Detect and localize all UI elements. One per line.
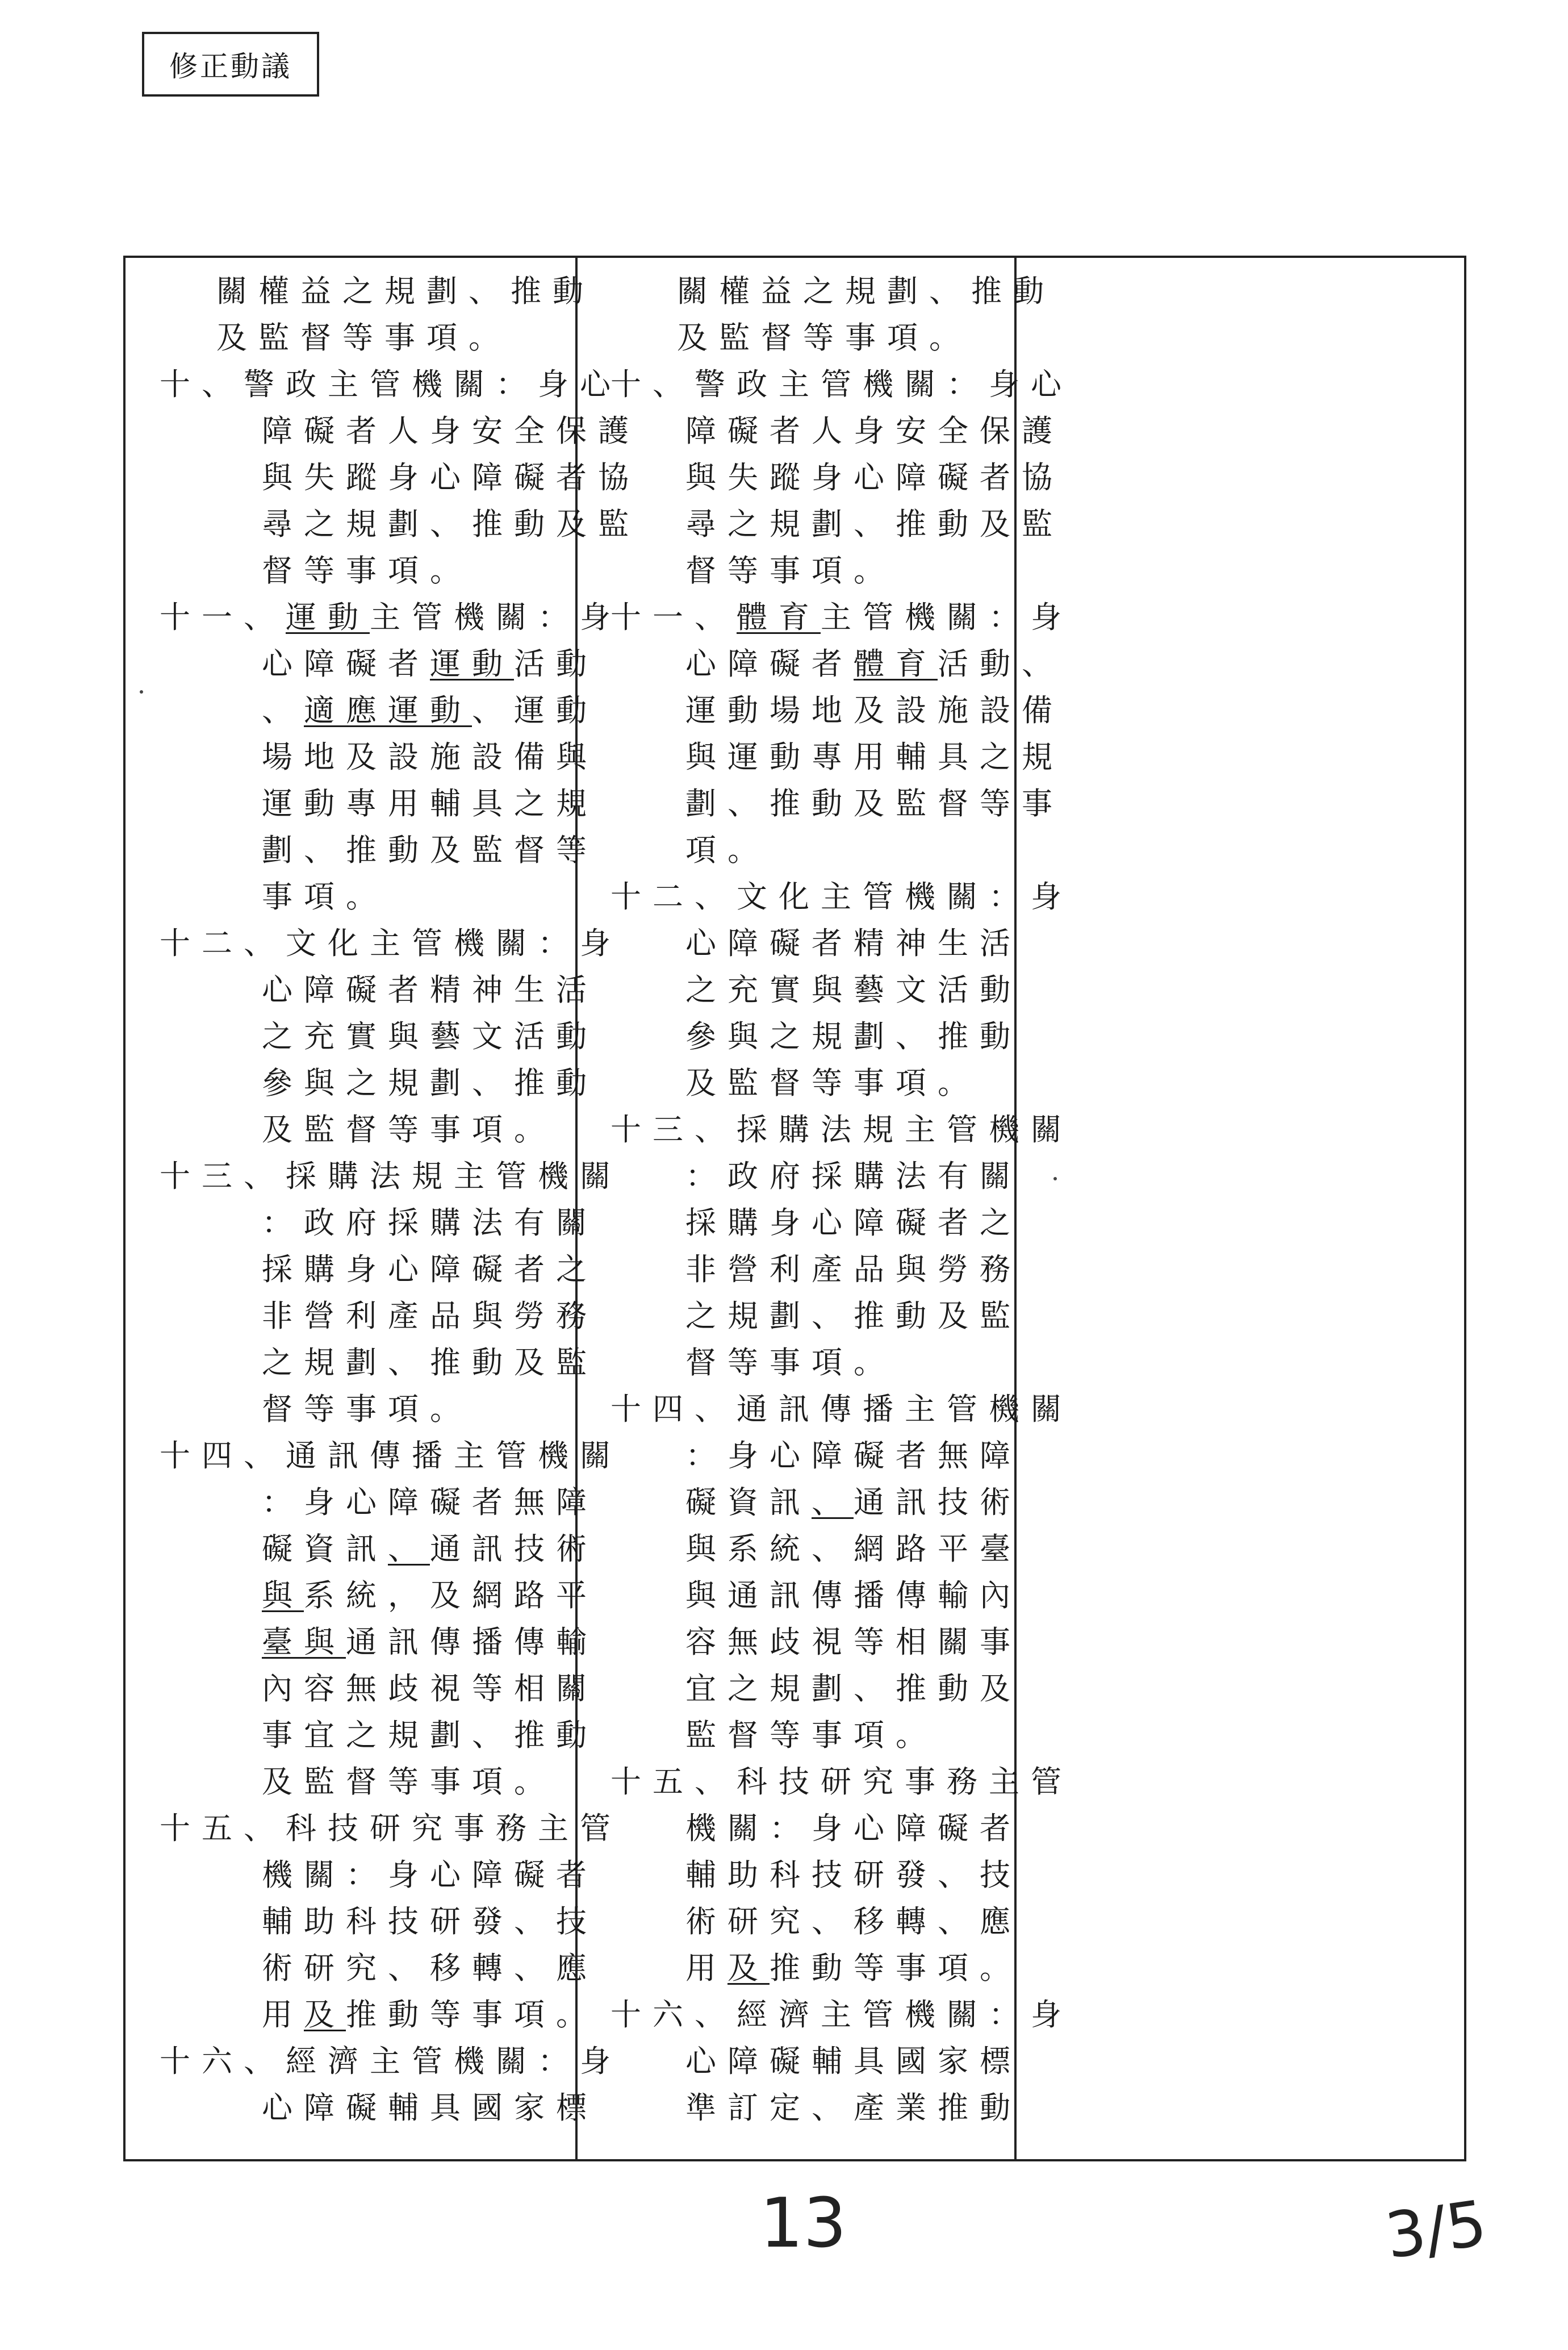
clause-text-line: ：身心障礙者無障 [685,1438,1022,1474]
item-number: 十一、 [160,599,286,635]
clause-text-line: ：身心障礙者無障 [262,1484,598,1520]
clause-text-line: ：政府採購法有關 [262,1205,598,1241]
item-number: 十、 [611,366,695,402]
clause-text-line: 臺與通訊傳播傳輸 [262,1624,598,1660]
clause-text-line: 與系統，及網路平 [262,1577,598,1613]
clause-text-line: 督等事項。 [685,553,896,588]
clause-text-line: 及監督等事項。 [677,320,971,356]
clause-text-line: 容無歧視等相關事 [685,1624,1022,1660]
clause-text-line: 礙資訊、通訊技術 [262,1531,598,1567]
clause-text-line: 尋之規劃、推動及監 [685,506,1064,542]
clause-text-line: 心障礙者精神生活 [685,925,1022,961]
clause-text-line: 採購身心障礙者之 [685,1205,1022,1241]
clause-text-line: 督等事項。 [262,1391,472,1427]
clause-text-line: 障礙者人身安全保護 [262,413,640,449]
clause-text-line: 與失蹤身心障礙者協 [685,460,1064,495]
clause-text-line: 文化主管機關：身 [737,879,1073,915]
item-number: 十六、 [160,2043,286,2079]
handwritten-page-number: 13 [760,2184,847,2263]
clause-text-line: 輔助科技研發、技 [685,1857,1022,1893]
clause-text-line: 用及推動等事項。 [685,1950,1022,1986]
motion-label: 修正動議 [169,50,292,83]
clause-text-line: 採購身心障礙者之 [262,1251,598,1287]
item-number: 十三、 [160,1158,286,1194]
clause-text-line: 採購法規主管機關 [286,1158,622,1194]
item-number: 十四、 [611,1391,737,1427]
clause-text-line: 心障礙者運動活動 [262,646,598,682]
scan-speck [1053,1177,1057,1180]
clause-text-line: 劃、推動及監督等 [262,832,598,868]
clause-text-line: 之充實與藝文活動 [685,972,1022,1008]
handwritten-sheet-fraction: 3/5 [1381,2186,1491,2273]
item-number: 十、 [160,366,244,402]
clause-text-line: 機關：身心障礙者 [685,1810,1022,1846]
clause-text-line: 心障礙輔具國家標 [685,2043,1022,2079]
clause-text-line: 運動專用輔具之規 [262,786,598,821]
clause-text-line: 尋之規劃、推動及監 [262,506,640,542]
clause-text-line: 項。 [685,832,770,868]
clause-text-line: 機關：身心障礙者 [262,1857,598,1893]
clause-text-line: 科技研究事務主管 [737,1764,1073,1800]
clause-text-line: 之規劃、推動及監 [262,1345,598,1380]
clause-text-line: 輔助科技研發、技 [262,1904,598,1939]
clause-text-line: 監督等事項。 [685,1717,938,1753]
item-number: 十五、 [611,1764,737,1800]
clause-text-line: 術研究、移轉、應 [685,1904,1022,1939]
clause-text-line: 、適應運動、運動 [262,692,598,728]
clause-text-line: ：政府採購法有關 [685,1158,1022,1194]
clause-text-line: 宜之規劃、推動及 [685,1671,1022,1706]
clause-text-line: 運動主管機關：身 [286,599,622,635]
clause-text-line: 警政主管機關：身心 [695,366,1073,402]
clause-text-line: 劃、推動及監督等事 [685,786,1064,821]
clause-text-line: 體育主管機關：身 [737,599,1073,635]
clause-text-line: 關權益之規劃、推動 [677,273,1055,309]
clause-text-line: 及監督等事項。 [216,320,511,356]
clause-text-line: 事項。 [262,879,388,915]
clause-text-line: 及監督等事項。 [262,1764,556,1800]
clause-text-line: 非營利產品與勞務 [262,1298,598,1334]
clause-text-line: 通訊傳播主管機關 [737,1391,1073,1427]
scan-speck [140,690,143,694]
clause-text-line: 與失蹤身心障礙者協 [262,460,640,495]
clause-text-line: 之規劃、推動及監 [685,1298,1022,1334]
clause-text-line: 心障礙者體育活動、 [685,646,1064,682]
clause-text-line: 心障礙輔具國家標 [262,2090,598,2126]
clause-text-line: 科技研究事務主管 [286,1810,622,1846]
clause-text-line: 與通訊傳播傳輸內 [685,1577,1022,1613]
clause-text-line: 採購法規主管機關 [737,1112,1073,1147]
comparison-table [123,256,1466,2161]
item-number: 十六、 [611,1997,737,2032]
clause-text-line: 礙資訊、通訊技術 [685,1484,1022,1520]
clause-text-line: 及監督等事項。 [685,1065,980,1101]
item-number: 十五、 [160,1810,286,1846]
clause-text-line: 關權益之規劃、推動 [216,273,595,309]
clause-text-line: 運動場地及設施設備 [685,692,1064,728]
clause-text-line: 內容無歧視等相關 [262,1671,598,1706]
clause-text-line: 與運動專用輔具之規 [685,739,1064,775]
clause-text-line: 參與之規劃、推動 [262,1065,598,1101]
clause-text-line: 通訊傳播主管機關 [286,1438,622,1474]
clause-text-line: 心障礙者精神生活 [262,972,598,1008]
clause-text-line: 經濟主管機關：身 [737,1997,1073,2032]
clause-text-line: 督等事項。 [262,553,472,588]
clause-text-line: 警政主管機關：身心 [244,366,622,402]
clause-text-line: 術研究、移轉、應 [262,1950,598,1986]
clause-text-line: 參與之規劃、推動 [685,1019,1022,1054]
clause-text-line: 經濟主管機關：身 [286,2043,622,2079]
clause-text-line: 障礙者人身安全保護 [685,413,1064,449]
clause-text-line: 場地及設施設備與 [262,739,598,775]
clause-text-line: 準訂定、產業推動 [685,2090,1022,2126]
clause-text-line: 及監督等事項。 [262,1112,556,1147]
item-number: 十一、 [611,599,737,635]
clause-text-line: 文化主管機關：身 [286,925,622,961]
item-number: 十二、 [160,925,286,961]
item-number: 十四、 [160,1438,286,1474]
clause-text-line: 之充實與藝文活動 [262,1019,598,1054]
clause-text-line: 事宜之規劃、推動 [262,1717,598,1753]
item-number: 十三、 [611,1112,737,1147]
clause-text-line: 督等事項。 [685,1345,896,1380]
clause-text-line: 非營利產品與勞務 [685,1251,1022,1287]
clause-text-line: 用及推動等事項。 [262,1997,598,2032]
clause-text-line: 與系統、網路平臺 [685,1531,1022,1567]
item-number: 十二、 [611,879,737,915]
motion-label-box [142,32,319,97]
